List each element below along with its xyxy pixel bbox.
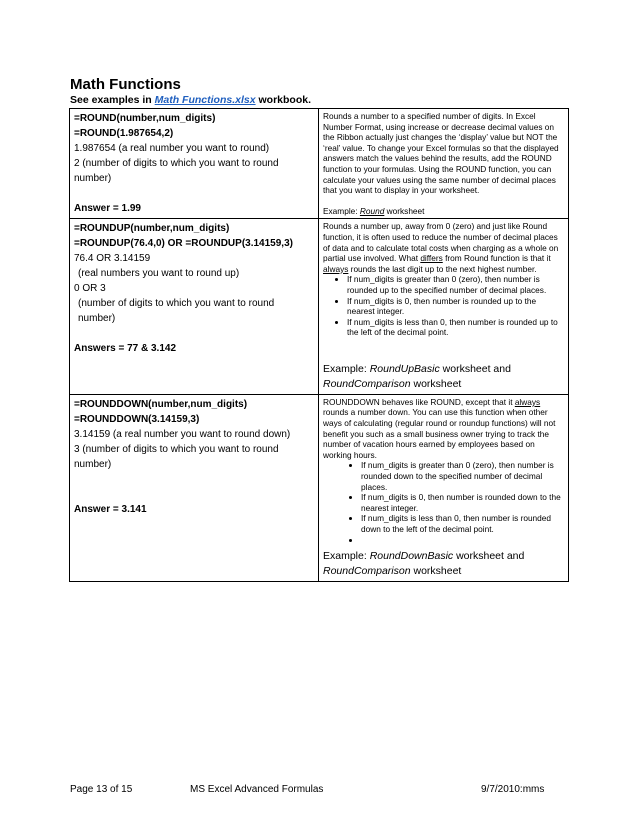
rounddown-example-ref [323, 549, 564, 579]
list-item: • If num_digits is 0, then number is rounded up to the nearest integer. [347, 296, 564, 317]
round-example-label: Example: [323, 205, 360, 216]
rounddown-desc-underline: always [514, 396, 541, 407]
rounddown-bullets [323, 460, 564, 545]
round-example-sheet: Round [359, 205, 385, 216]
roundup-description-cell [319, 219, 569, 395]
round-arg1: 1.987654 (a real number you want to round) [74, 143, 270, 154]
roundup-example: =ROUNDUP(76.4,0) OR =ROUNDUP(3.14159,3) [74, 238, 293, 250]
table-row-round [70, 109, 569, 219]
roundup-arg1b: (real numbers you want to round up) [78, 268, 240, 280]
list-item: • If num_digits is greater than 0 (zero), then number is rounded up to the specified number of decimal places. [347, 274, 564, 295]
rounddown-description [323, 397, 564, 461]
rounddown-example: =ROUNDDOWN(3.14159,3) [74, 413, 200, 425]
rounddown-example-mid: worksheet and [453, 550, 525, 563]
round-syntax: =ROUND(number,num_digits) [74, 113, 216, 124]
round-example: =ROUND(1.987654,2) [74, 128, 174, 139]
rounddown-example-sheet2: RoundComparison [323, 565, 411, 578]
roundup-desc-underline1: differs [420, 253, 443, 264]
round-arg2: 2 (number of digits to which you want to round number) [74, 158, 279, 184]
roundup-arg1a: 76.4 OR 3.14159 [74, 253, 151, 265]
rounddown-arg1: 3.14159 (a real number you want to round down) [74, 428, 291, 440]
roundup-arg2b: (number of digits to which you want to round number) [78, 298, 275, 325]
subtitle-suffix: workbook. [255, 94, 312, 106]
list-item: • If num_digits is less than 0, then number is rounded down to the left of the decimal point. [361, 513, 564, 534]
rounddown-desc-pre: ROUNDDOWN behaves like ROUND, except that it [323, 396, 515, 407]
table-row-rounddown [70, 394, 569, 581]
roundup-desc-underline2: always [323, 263, 349, 274]
round-example-suffix: worksheet [384, 205, 425, 216]
roundup-desc-pre: Rounds a number up, away from 0 (zero) and just like Round function, it is often used to reduce the number of decimal places of data and to calculate total costs when charging as a whole on partial use involved. What [323, 221, 559, 264]
subtitle [70, 94, 311, 106]
rounddown-example-label: Example: [323, 550, 370, 563]
page-title: Math Functions [70, 76, 181, 93]
workbook-link[interactable]: Math Functions.xlsx [154, 94, 256, 106]
roundup-example-label: Example: [323, 362, 370, 375]
table-row-roundup [70, 219, 569, 395]
rounddown-syntax-cell [70, 394, 319, 581]
rounddown-example-sheet1: RoundDownBasic [369, 550, 454, 563]
roundup-arg2a: 0 OR 3 [74, 283, 106, 295]
rounddown-syntax: =ROUNDDOWN(number,num_digits) [74, 398, 248, 410]
rounddown-example-suffix: worksheet [410, 565, 462, 578]
rounddown-desc-post: rounds a number down. You can use this function when other ways of calculating (regular round or roundup functions) will not benefit you such as a small business owner trying to track the number of vacation hours earned by employees based on working hours. [323, 407, 556, 460]
round-syntax-cell [70, 109, 319, 219]
footer-date: 9/7/2010:mms [481, 784, 545, 795]
roundup-description [323, 221, 564, 274]
roundup-example-suffix: worksheet [410, 377, 462, 390]
roundup-example-sheet1: RoundUpBasic [369, 362, 440, 375]
list-item [361, 535, 564, 546]
roundup-example-ref [323, 362, 564, 392]
roundup-desc-post: rounds the last digit up to the next highest number. [348, 263, 537, 274]
roundup-answer: Answers = 77 & 3.142 [74, 343, 177, 355]
list-item: • If num_digits is greater than 0 (zero), then number is rounded down to the specified number of decimal places. [361, 460, 564, 492]
footer-page: Page 13 of 15 [70, 784, 133, 795]
roundup-bullets [323, 274, 564, 338]
roundup-example-sheet2: RoundComparison [323, 377, 411, 390]
rounddown-description-cell [319, 394, 569, 581]
footer-title: MS Excel Advanced Formulas [190, 784, 324, 795]
round-description-cell [319, 109, 569, 219]
rounddown-answer: Answer = 3.141 [74, 503, 147, 515]
list-item: • If num_digits is 0, then number is rounded down to the nearest integer. [361, 492, 564, 513]
roundup-example-mid: worksheet and [439, 362, 511, 375]
subtitle-prefix: See examples in [70, 94, 155, 106]
functions-table [69, 108, 569, 582]
round-example-ref [323, 206, 564, 217]
list-item: • If num_digits is less than 0, then number is rounded up to the left of the decimal point. [347, 317, 564, 338]
rounddown-arg2: 3 (number of digits to which you want to round number) [74, 443, 279, 470]
round-description: Rounds a number to a specified number of digits. In Excel Number Format, using increase or decrease decimal values on the Ribbon actually just changes the ‘display’ value but NOT the ‘real’ value. To change your Excel formulas so that the displayed answers match the values behind the results, add the ROUND function to your formulas. Using the ROUND function, you can calculate your values using the same number of decimal places that you want to display in your worksheet. [323, 111, 559, 196]
round-answer: Answer = 1.99 [74, 203, 141, 214]
roundup-syntax-cell [70, 219, 319, 395]
roundup-desc-mid: from Round function is that it [442, 253, 551, 264]
roundup-syntax: =ROUNDUP(number,num_digits) [74, 223, 230, 235]
